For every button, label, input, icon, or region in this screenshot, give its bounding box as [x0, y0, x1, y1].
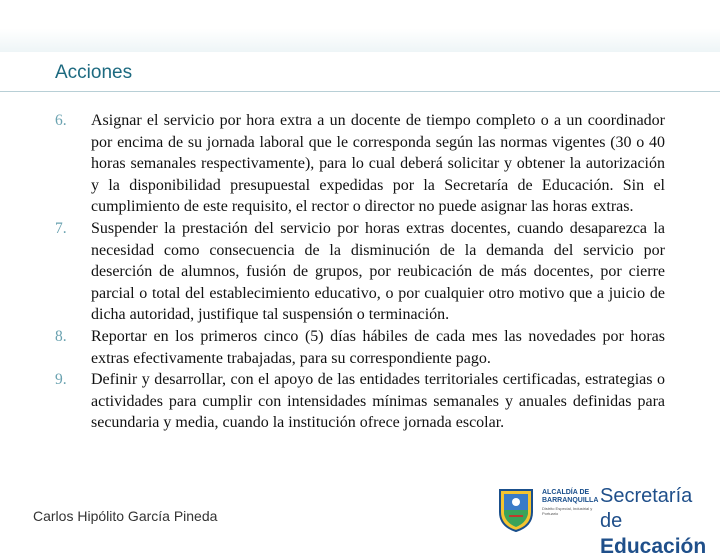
list-item: [55, 326, 665, 369]
city-name: [542, 489, 597, 516]
slide-title: Acciones: [55, 62, 133, 83]
item-number: 8.: [55, 327, 67, 345]
footer-author: Carlos Hipólito García Pineda: [33, 508, 218, 524]
city-line-2: BARRANQUILLA: [542, 497, 599, 504]
list-item: [55, 110, 665, 218]
item-text: Suspender la prestación del servicio por horas extras docentes, cuando desaparezca la necesidad como consecuencia de la disminución de la demanda del servicio por deserción de alumnos, fusión de grupos, por reubicación de más docentes, por cierre parcial o total del establecimiento educativo, o por cualquier otro motivo que a juicio de dicha autoridad, justifique tal suspensión o terminación.: [91, 219, 665, 324]
actions-list: [55, 110, 665, 434]
department-line-2: Educación: [600, 535, 707, 558]
city-line-1: ALCALDÍA DE: [542, 489, 590, 496]
item-number: 9.: [55, 371, 67, 389]
header-band: [0, 0, 720, 52]
department-line-1: Secretaría de: [600, 485, 693, 532]
department-name: [600, 484, 720, 559]
institution-logo: [480, 478, 720, 558]
crest-icon: [494, 486, 538, 532]
item-text: Reportar en los primeros cinco (5) días hábiles de cada mes las novedades por horas extras efectivamente trabajadas, para su correspondiente pago.: [91, 327, 665, 367]
city-subtitle: Distrito Especial, Industrial y Portuario: [542, 506, 593, 516]
item-text: Definir y desarrollar, con el apoyo de las entidades territoriales certificadas, estrategias o actividades para cumplir con intensidades mínimas semanales y anuales definidas para secundaria y media, cuando la institución ofrece jornada escolar.: [91, 371, 665, 432]
title-divider: [0, 91, 720, 92]
item-number: 7.: [55, 219, 67, 237]
item-number: 6.: [55, 112, 67, 129]
list-item: [55, 218, 665, 326]
item-text: Asignar el servicio por hora extra a un docente de tiempo completo o a un coordinador por encima de su jornada laboral que le corresponda según las normas vigentes (30 o 40 horas semanales respectivamente), para lo cual deberá solicitar y obtener la autorización y la disponibilidad presupuestal expedidas por la Secretaría de Educación. Sin el cumplimiento de este requisito, el rector o director no puede asignar las horas extras.: [91, 112, 665, 216]
list-item: [55, 369, 665, 434]
